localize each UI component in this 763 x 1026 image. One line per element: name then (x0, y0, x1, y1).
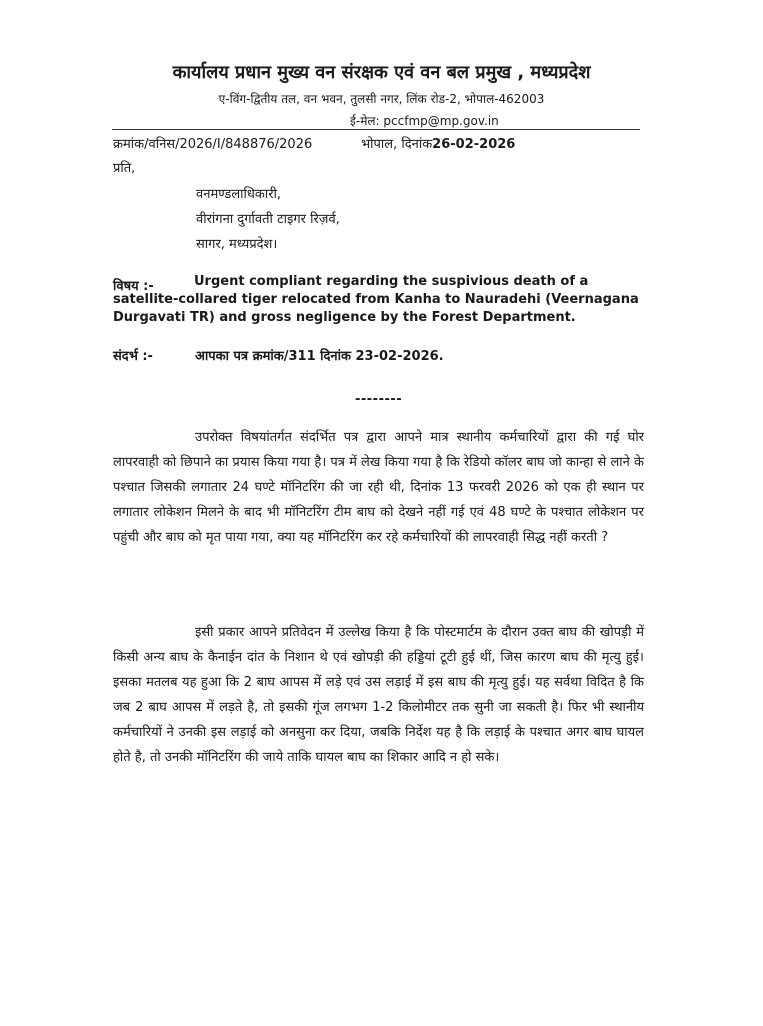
recipient-line-3: सागर, मध्यप्रदेश। (196, 237, 278, 252)
reference-number: क्रमांक/वनिस/2026/I/848876/2026 (113, 137, 313, 152)
body-paragraph-1: उपरोक्त विषयांतर्गत संदर्भित पत्र द्वारा आपने मात्र स्थानीय कर्मचारियों द्वारा की गई घोर लापरवाही को छिपाने का प्रयास किया गया है। पत्र में लेख किया गया है कि रेडियो कॉलर बाघ जो कान्हा से लाने के पश्चात जिसकी लगातार 24 घण्टे मॉनिटरिंग की जा रही थी, दिनांक 13 फरवरी 2026 को एक ही स्थान पर लगातार लोकेशन मिलने के बाद भी मॉनिटरिंग टीम बाघ को देखने नहीं गई एवं 48 घण्टे के पश्चात लोकेशन पर पहुंची और बाघ को मृत पाया गया, क्या यह मॉनिटरिंग कर रहे कर्मचारियों की लापरवाही सिद्ध नहीं करती ? (113, 430, 644, 545)
email-row (350, 112, 499, 129)
letter-date: 26-02-2026 (432, 137, 516, 152)
recipient-line-2: वीरांगना दुर्गावती टाइगर रिज़र्व, (196, 212, 340, 227)
email-address: pccfmp@mp.gov.in (383, 114, 499, 128)
subject-label: विषय :- (113, 279, 154, 294)
org-name: कार्यालय प्रधान मुख्य वन संरक्षक एवं वन बल प्रमुख , मध्यप्रदेश (172, 62, 591, 83)
subject-text: Urgent compliant regarding the suspivious death of a satellite-collared tiger relocated from Kanha to Nauradehi (Veernagana Durgavati TR) and gross negligence by the Forest Department. (113, 274, 639, 325)
place-date-label: भोपाल, दिनांक (361, 137, 433, 152)
email-label: ई-मेल: (350, 114, 380, 128)
reference-text: आपका पत्र क्रमांक/311 दिनांक 23-02-2026. (195, 349, 444, 364)
org-address: ए-विंग-द्वितीय तल, वन भवन, तुलसी नगर, लिंक रोड-2, भोपाल-462003 (218, 92, 545, 106)
recipient-salutation: प्रति, (113, 161, 136, 176)
recipient-line-1: वनमण्डलाधिकारी, (196, 187, 282, 202)
header-divider (112, 129, 640, 130)
separator-dashes: -------- (355, 392, 403, 407)
reference-label: संदर्भ :- (113, 349, 153, 364)
place-date (361, 134, 515, 152)
body-paragraph-2: इसी प्रकार आपने प्रतिवेदन में उल्लेख किया है कि पोस्टमार्टम के दौरान उक्त बाघ की खोपड़ी में किसी अन्य बाघ के कैनाईन दांत के निशान थे एवं खोपड़ी की हड्डियां टूटी हुई थीं, जिस कारण बाघ की मृत्यु हुई। इसका मतलब यह हुआ कि 2 बाघ आपस में लड़े एवं उस लड़ाई में इस बाघ की मृत्यु हुई। यह सर्वथा विदित है कि जब 2 बाघ आपस में लड़ते है, तो इसकी गूंज लगभग 1-2 किलोमीटर तक सुनी जा सकती है। फिर भी स्थानीय कर्मचारियों ने उनकी इस लड़ाई को अनसुना कर दिया, जबकि निर्देश यह है कि लड़ाई के पश्चात अगर बाघ घायल होते है, तो उनकी मॉनिटरिंग की जाये ताकि घायल बाघ का शिकार आदि न हो सके। (113, 625, 644, 765)
